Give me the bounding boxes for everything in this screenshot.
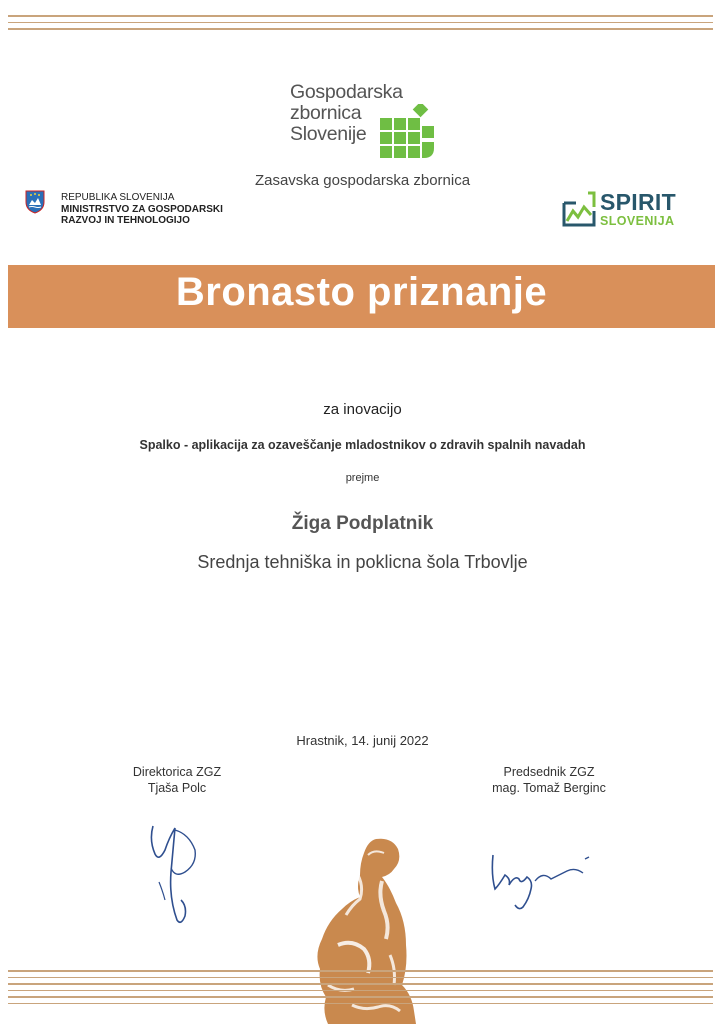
zgz-logo [290,82,440,162]
ministry-line-2: MINISTRSTVO ZA GOSPODARSKI [61,203,223,215]
receives-label: prejme [345,472,380,484]
signatory-left-name: Tjaša Polc [147,781,207,795]
ministry-line-3: RAZVOJ IN TEHNOLOGIJO [61,215,190,226]
signatory-right [469,764,629,796]
spirit-logo [562,189,692,231]
rule-line [8,1003,713,1005]
place-and-date: Hrastnik, 14. junij 2022 [296,733,429,748]
rule-line [8,996,713,998]
signatory-left-role: Direktorica ZGZ [132,765,222,779]
coat-of-arms-icon [25,190,45,214]
top-decorative-rules [8,15,713,35]
signatory-left [97,764,257,796]
ministry-line-1: REPUBLIKA SLOVENIJA [61,192,175,203]
signature-right [485,845,605,915]
zgz-logo-line-1: Gospodarska [290,81,403,103]
rule-line [8,22,713,24]
spirit-wordmark: SPIRIT [600,189,676,215]
spirit-country: SLOVENIJA [600,214,675,228]
spirit-chart-icon [562,191,596,227]
rule-line [8,990,713,992]
signatory-right-name: mag. Tomaž Berginc [492,781,606,795]
title-banner [8,265,715,328]
bottom-decorative-rules [8,970,713,1009]
signature-left [145,820,205,930]
school-name: Srednja tehniška in poklicna šola Trbovlje [197,552,528,572]
regional-chamber-name: Zasavska gospodarska zbornica [254,172,471,189]
rule-line [8,15,713,17]
signatory-right-role: Predsednik ZGZ [503,765,595,779]
rule-line [8,977,713,979]
zgz-grid-icon [380,104,436,160]
rule-line [8,983,713,985]
rule-line [8,970,713,972]
recipient-name: Žiga Podplatnik [291,513,434,534]
ministry-name [61,192,261,227]
innovation-name: Spalko - aplikacija za ozaveščanje mladostnikov o zdravih spalnih navadah [139,438,586,452]
zgz-logo-line-2: zbornica [290,102,362,124]
rule-line [8,28,713,30]
award-title: Bronasto priznanje [175,270,548,314]
award-category: za inovacijo [323,401,402,418]
zgz-logo-line-3: Slovenije [290,123,367,145]
